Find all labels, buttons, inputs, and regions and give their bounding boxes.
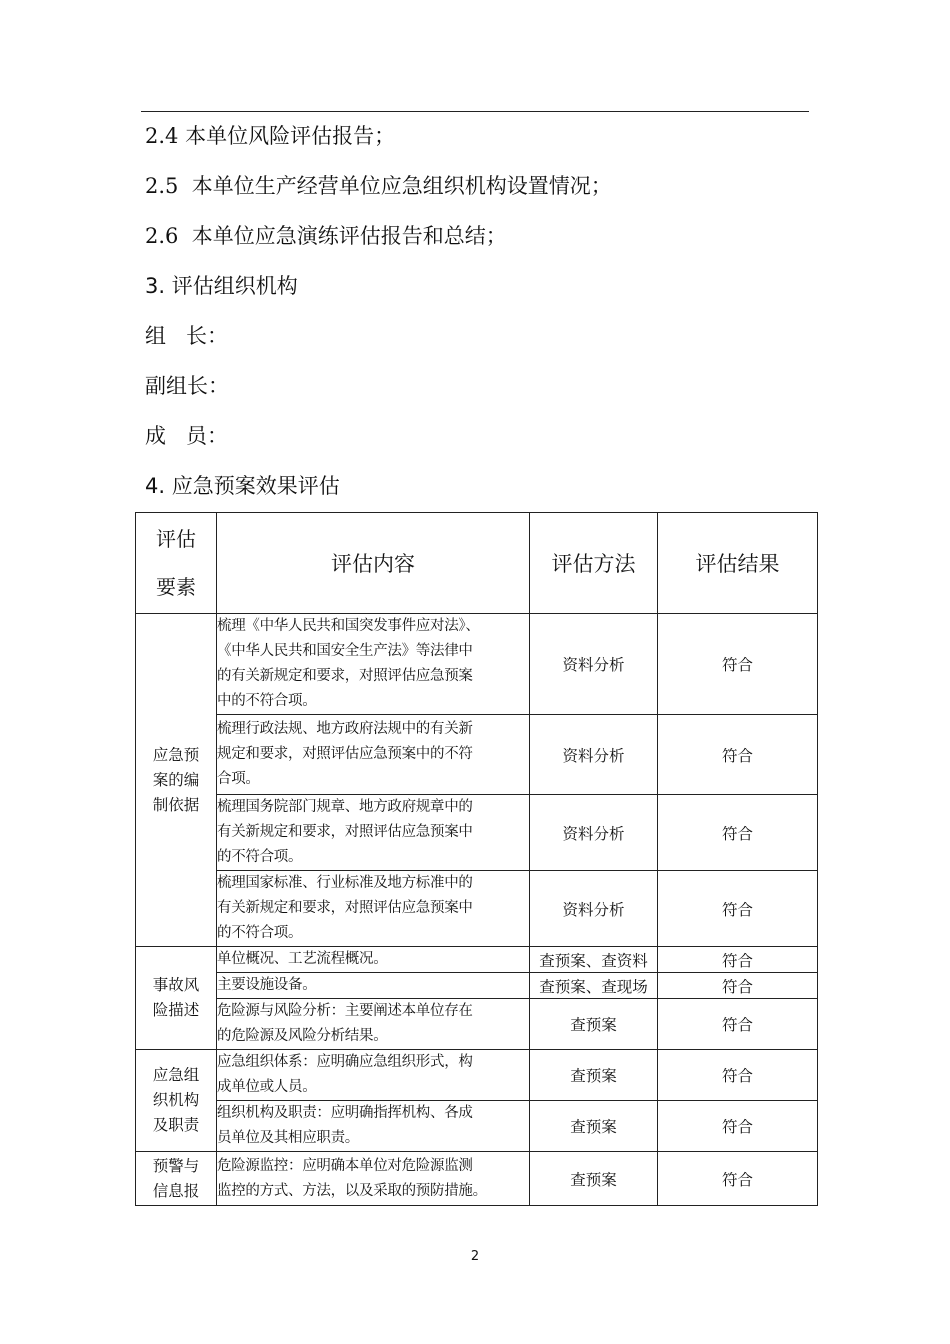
content-line: 有关新规定和要求，对照评估应急预案中	[217, 824, 473, 840]
section-3-heading: 3. 评估组织机构	[145, 274, 298, 298]
factor-line: 险描述	[152, 1001, 200, 1019]
result-cell: 符合	[658, 999, 818, 1050]
factor-line: 应急组	[152, 1066, 200, 1084]
content-line: 的不符合项。	[217, 849, 303, 865]
content-line: 中的不符合项。	[217, 693, 317, 709]
result-cell: 符合	[658, 973, 818, 999]
evaluation-table	[135, 512, 818, 1206]
content-line: 组织机构及职责：应明确指挥机构、各成	[217, 1105, 473, 1121]
table-row	[136, 871, 818, 947]
factor-cell	[136, 1152, 217, 1206]
content-line: 的有关新规定和要求，对照评估应急预案	[217, 668, 473, 684]
method-cell: 查预案	[530, 1050, 658, 1101]
content-line: 《中华人民共和国安全生产法》等法律中	[217, 643, 473, 659]
content-line: 有关新规定和要求，对照评估应急预案中	[217, 900, 473, 916]
content-cell	[217, 795, 530, 871]
content-line: 成单位或人员。	[217, 1079, 317, 1095]
content-cell	[217, 1152, 530, 1206]
header-result: 评估结果	[658, 513, 818, 614]
content-line: 危险源监控：应明确本单位对危险源监测	[217, 1157, 473, 1174]
factor-line: 及职责	[152, 1116, 200, 1134]
deputy-leader-line: 副组长：	[145, 374, 229, 398]
content-cell	[217, 947, 530, 973]
header-factor-line: 要素	[156, 575, 196, 599]
result-cell: 符合	[658, 947, 818, 973]
content-line: 的不符合项。	[217, 925, 303, 941]
content-line: 的危险源及风险分析结果。	[217, 1028, 388, 1044]
content-line: 梳理《中华人民共和国突发事件应对法》、	[217, 618, 480, 634]
content-line: 监控的方式、方法，以及采取的预防措施。	[217, 1182, 487, 1199]
content-line: 规定和要求，对照评估应急预案中的不符	[217, 746, 473, 762]
header-factor-line: 评估	[156, 527, 196, 551]
content-line: 员单位及其相应职责。	[217, 1130, 359, 1146]
content-cell	[217, 999, 530, 1050]
result-cell: 符合	[658, 1101, 818, 1152]
page-number: 2	[470, 1249, 480, 1264]
result-cell: 符合	[658, 795, 818, 871]
item-2-4: 2.4 本单位风险评估报告；	[145, 124, 396, 148]
method-cell: 资料分析	[530, 871, 658, 947]
table-row	[136, 795, 818, 871]
factor-cell	[136, 614, 217, 947]
method-cell: 查预案	[530, 999, 658, 1050]
table-header-row	[136, 513, 818, 614]
method-cell: 资料分析	[530, 795, 658, 871]
content-cell	[217, 1050, 530, 1101]
factor-line: 应急预	[152, 745, 200, 764]
table-row	[136, 715, 818, 795]
table-row	[136, 614, 818, 715]
content-cell	[217, 1101, 530, 1152]
content-line: 应急组织体系：应明确应急组织形式，构	[217, 1054, 473, 1070]
table-row	[136, 1152, 818, 1206]
factor-line: 制依据	[152, 795, 200, 814]
result-cell: 符合	[658, 1050, 818, 1101]
table-row	[136, 1101, 818, 1152]
header-content: 评估内容	[217, 513, 530, 614]
method-cell: 查预案、查现场	[530, 973, 658, 999]
section-4-heading: 4. 应急预案效果评估	[145, 474, 340, 498]
factor-line: 预警与	[152, 1156, 200, 1175]
content-line: 合项。	[217, 771, 260, 787]
method-cell: 查预案	[530, 1152, 658, 1206]
group-leader-line: 组 长：	[145, 324, 229, 348]
content-cell	[217, 614, 530, 715]
header-method: 评估方法	[530, 513, 658, 614]
members-line: 成 员：	[145, 424, 229, 448]
method-cell: 资料分析	[530, 715, 658, 795]
content-line: 单位概况、工艺流程概况。	[217, 951, 388, 967]
content-line: 梳理国务院部门规章、地方政府规章中的	[217, 799, 473, 815]
result-cell: 符合	[658, 871, 818, 947]
content-line: 梳理行政法规、地方政府法规中的有关新	[217, 721, 473, 737]
table-row	[136, 1050, 818, 1101]
method-cell: 查预案、查资料	[530, 947, 658, 973]
factor-line: 信息报	[152, 1181, 200, 1200]
content-cell	[217, 973, 530, 999]
item-2-5: 2.5 本单位生产经营单位应急组织机构设置情况；	[145, 174, 612, 198]
table-row	[136, 999, 818, 1050]
header-rule	[141, 111, 809, 112]
content-line: 危险源与风险分析：主要阐述本单位存在	[217, 1003, 473, 1019]
method-cell: 查预案	[530, 1101, 658, 1152]
table-row	[136, 973, 818, 999]
item-2-6: 2.6 本单位应急演练评估报告和总结；	[145, 224, 507, 248]
factor-cell	[136, 947, 217, 1050]
result-cell: 符合	[658, 614, 818, 715]
result-cell: 符合	[658, 1152, 818, 1206]
content-line: 梳理国家标准、行业标准及地方标准中的	[217, 875, 473, 891]
factor-cell	[136, 1050, 217, 1152]
table-row	[136, 947, 818, 973]
content-cell	[217, 871, 530, 947]
result-cell: 符合	[658, 715, 818, 795]
content-cell	[217, 715, 530, 795]
factor-line: 案的编	[152, 770, 200, 789]
method-cell: 资料分析	[530, 614, 658, 715]
content-line: 主要设施设备。	[217, 977, 317, 993]
header-factor	[136, 513, 217, 614]
factor-line: 织机构	[152, 1091, 200, 1109]
factor-line: 事故风	[152, 976, 200, 994]
